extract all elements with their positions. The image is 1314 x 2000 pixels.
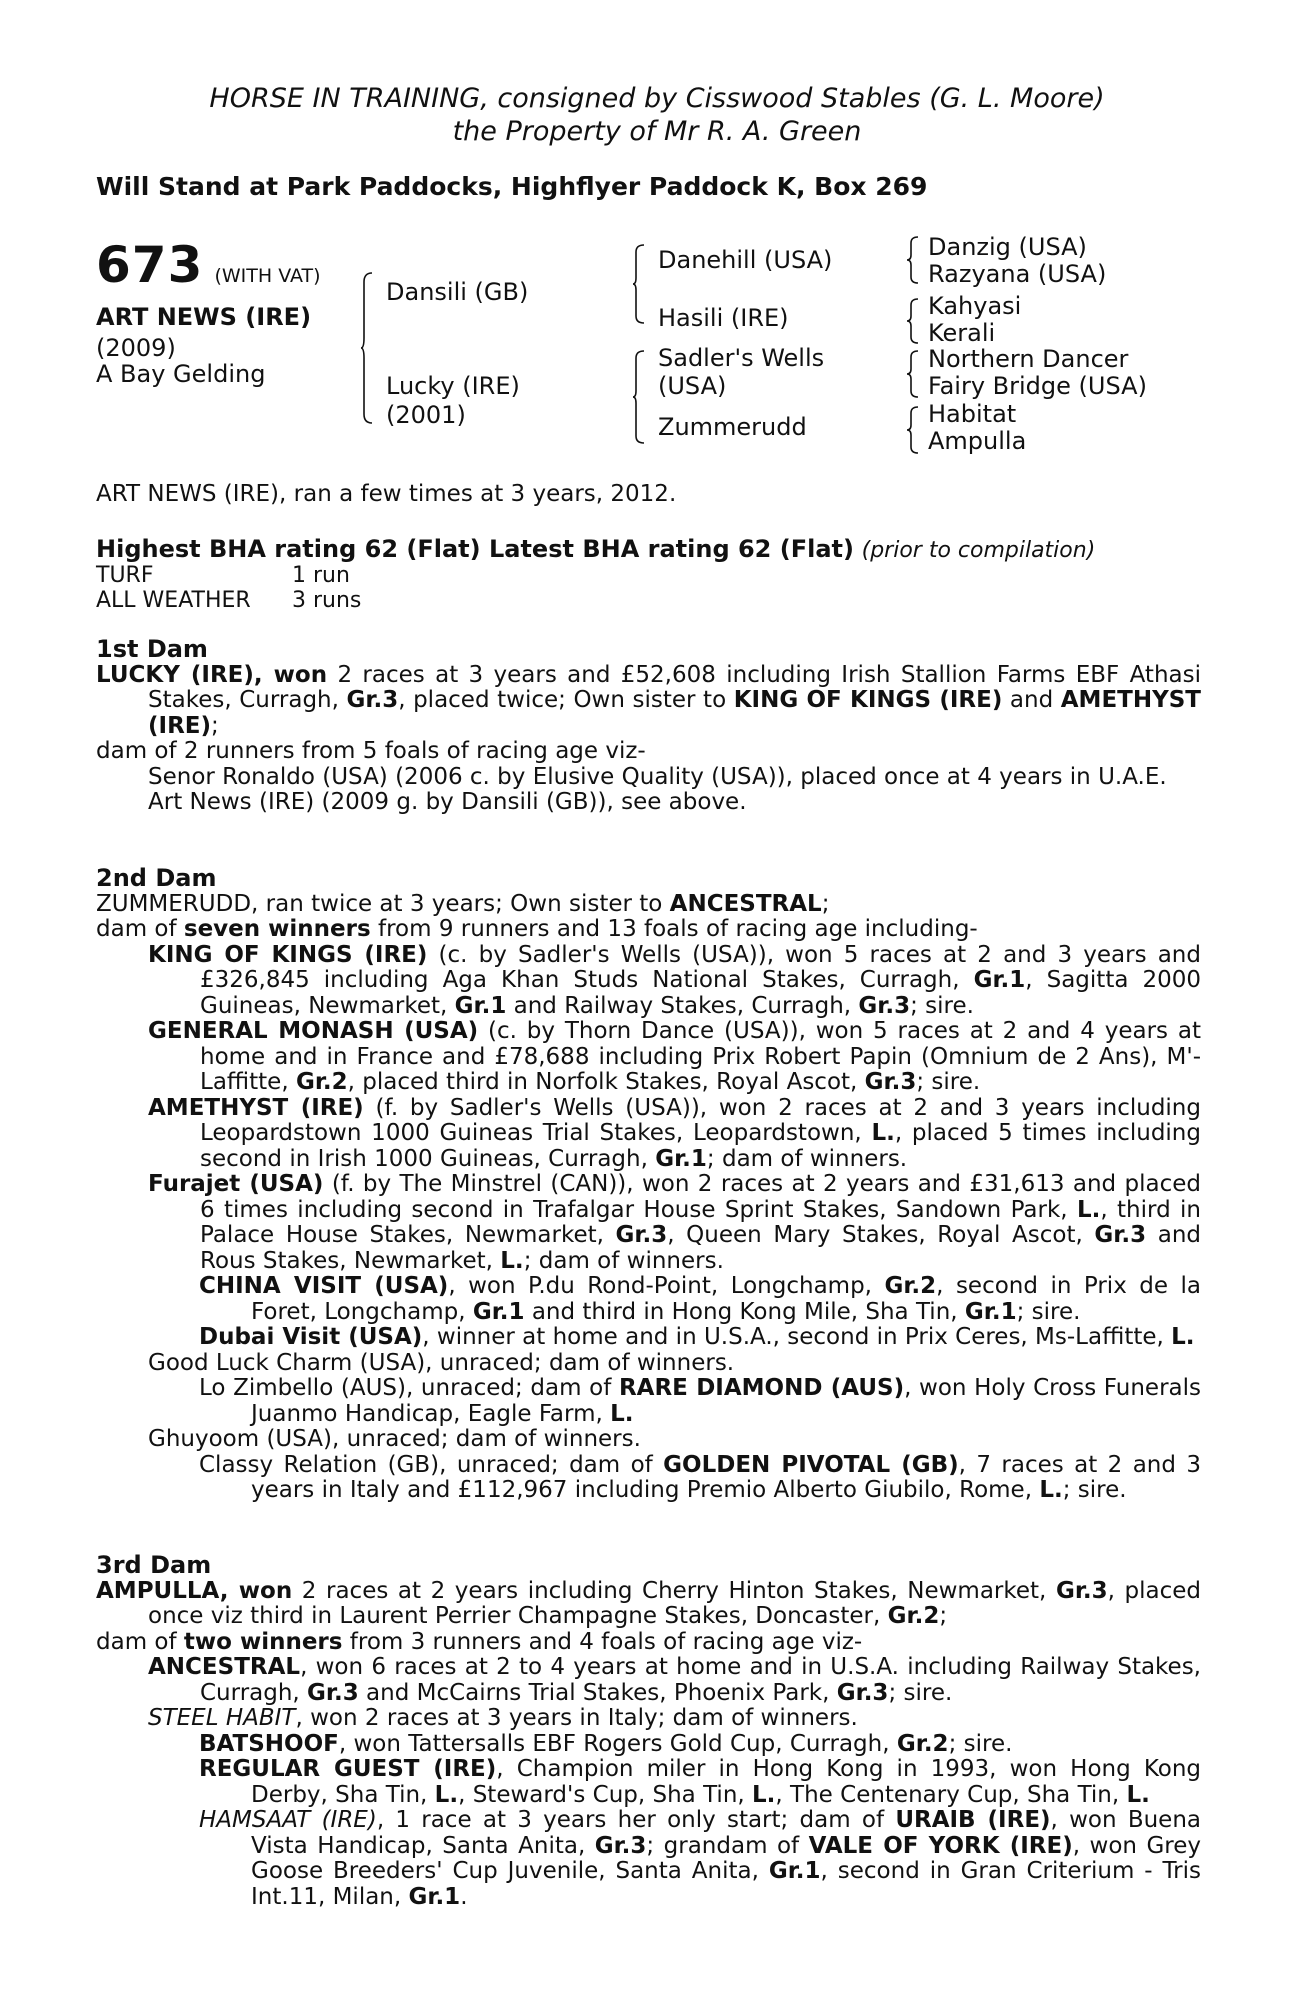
second-dam-produce-intro: dam of seven winners from 9 runners and 13 foals of racing age including- xyxy=(96,916,978,942)
horse-description: A Bay Gelding xyxy=(96,360,266,388)
bha-rating xyxy=(96,535,1095,563)
brace-sadlers-wells xyxy=(906,350,920,398)
produce-furajet: Furajet (USA) (f. by The Minstrel (CAN)), won 2 races at 2 years and £31,613 and placed 6 times including second in Trafalgar House Sprint Stakes, Sandown Park, L., third in Palace House Stakes, Newmarket, Gr.3, Queen Mary Stakes, Royal Ascot, Gr.3 and Rous Stakes, Newmarket, L.; dam of winners. xyxy=(148,1171,1201,1274)
first-dam-produce-intro: dam of 2 runners from 5 foals of racing age viz- xyxy=(96,738,646,764)
all-weather-label: ALL WEATHER xyxy=(96,588,251,613)
all-weather-value: 3 runs xyxy=(292,588,362,613)
stand-location: Will Stand at Park Paddocks, Highflyer Paddock K, Box 269 xyxy=(96,172,928,201)
pedigree-kerali: Kerali xyxy=(928,319,996,347)
pedigree-kahyasi: Kahyasi xyxy=(928,292,1022,320)
produce-amethyst: AMETHYST (IRE) (f. by Sadler's Wells (USA)), won 2 races at 2 and 3 years including Leopardstown 1000 Guineas Trial Stakes, Leopardstown, L., placed 5 times including second in Irish 1000 Guineas, Curragh, Gr.1; dam of winners. xyxy=(148,1094,1201,1172)
all-weather-row xyxy=(96,588,361,613)
lot-number-block xyxy=(96,236,321,294)
header-consignor-line: HORSE IN TRAINING, consigned by Cisswood Stables (G. L. Moore) xyxy=(209,83,1105,114)
race-record-table xyxy=(96,563,361,613)
first-dam-foal-1: Senor Ronaldo (USA) (2006 c. by Elusive Quality (USA)), placed once at 4 years in U.A.E. xyxy=(148,763,1167,790)
second-dam-heading: 2nd Dam xyxy=(96,864,217,892)
pedigree-sire: Dansili (GB) xyxy=(386,278,529,306)
brace-danehill xyxy=(906,236,920,284)
turf-row xyxy=(96,563,361,588)
second-dam-record: ZUMMERUDD, ran twice at 3 years; Own sister to ANCESTRAL; xyxy=(96,890,830,917)
pedigree-dam-sire: Sadler's Wells xyxy=(658,344,825,372)
third-dam-section xyxy=(96,1553,1201,1910)
produce-general-monash: GENERAL MONASH (USA) (c. by Thorn Dance (USA)), won 5 races at 2 and 4 years at home and in France and £78,688 including Prix Robert Papin (Omnium de 2 Ans), M'-Laffitte, Gr.2, placed third in Norfolk Stakes, Royal Ascot, Gr.3; sire. xyxy=(148,1018,1201,1095)
second-dam-section xyxy=(96,866,1201,1504)
horse-year: (2009) xyxy=(96,334,176,362)
produce-hamsaat: HAMSAAT (IRE), 1 race at 3 years her only start; dam of URAIB (IRE), won Buena Vista Handicap, Santa Anita, Gr.3; grandam of VALE OF YORK (IRE), won Grey Goose Breeders' Cup Juvenile, Santa Anita, Gr.1, second in Gran Criterium - Tris Int.11, Milan, Gr.1. xyxy=(199,1807,1201,1910)
lot-number: 673 xyxy=(96,236,204,294)
pedigree-razyana: Razyana (USA) xyxy=(928,260,1107,288)
pedigree-habitat: Habitat xyxy=(928,400,1017,428)
pedigree-dam: Lucky (IRE) xyxy=(386,372,520,400)
header-property-line: the Property of Mr R. A. Green xyxy=(452,116,862,147)
first-dam-heading: 1st Dam xyxy=(96,635,208,663)
horse-name: ART NEWS (IRE) xyxy=(96,303,312,331)
rating-text: Highest BHA rating 62 (Flat) Latest BHA rating 62 (Flat) xyxy=(96,535,854,563)
turf-value: 1 run xyxy=(292,563,350,588)
produce-china-visit: CHINA VISIT (USA), won P.du Rond-Point, Longchamp, Gr.2, second in Prix de la Foret, Longchamp, Gr.1 and third in Hong Kong Mile, Sha Tin, Gr.1; sire. xyxy=(199,1273,1202,1325)
produce-ghuyoom: Ghuyoom (USA), unraced; dam of winners. xyxy=(148,1426,641,1452)
produce-steel-habit: STEEL HABIT, won 2 races at 3 years in Italy; dam of winners. xyxy=(148,1705,858,1731)
third-dam-record: AMPULLA, won 2 races at 2 years including Cherry Hinton Stakes, Newmarket, Gr.3, placed once viz third in Laurent Perrier Champagne Stakes, Doncaster, Gr.2; xyxy=(96,1577,1201,1629)
brace-hasili xyxy=(906,298,920,344)
produce-good-luck-charm: Good Luck Charm (USA), unraced; dam of winners. xyxy=(148,1349,735,1376)
first-dam-section xyxy=(96,637,1201,816)
pedigree-dam-sire-country: (USA) xyxy=(658,372,727,400)
first-dam-foal-2: Art News (IRE) (2009 g. by Dansili (GB)), see above. xyxy=(148,789,747,815)
first-dam-record: LUCKY (IRE), won 2 races at 3 years and £52,608 including Irish Stallion Farms EBF Athasi Stakes, Curragh, Gr.3, placed twice; Own sister to KING OF KINGS (IRE) and AMETHYST (IRE); xyxy=(96,661,1201,739)
dam-parents-brace xyxy=(632,350,646,444)
brace-zummerudd xyxy=(906,406,920,454)
vat-note: (WITH VAT) xyxy=(214,265,321,287)
pedigree-danzig: Danzig (USA) xyxy=(928,233,1087,261)
produce-batshoof: BATSHOOF, won Tattersalls EBF Rogers Gold Cup, Curragh, Gr.2; sire. xyxy=(199,1730,1013,1757)
third-dam-produce-intro: dam of two winners from 3 runners and 4 foals of racing age viz- xyxy=(96,1628,863,1655)
sire-parents-brace xyxy=(632,244,646,324)
pedigree-ampulla: Ampulla xyxy=(928,427,1027,455)
produce-king-of-kings: KING OF KINGS (IRE) (c. by Sadler's Wells (USA)), won 5 races at 2 and 3 years and £326,845 including Aga Khan Studs National Stakes, Curragh, Gr.1, Sagitta 2000 Guineas, Newmarket, Gr.1 and Railway Stakes, Curragh, Gr.3; sire. xyxy=(148,941,1202,1019)
produce-lo-zimbello: Lo Zimbello (AUS), unraced; dam of RARE DIAMOND (AUS), won Holy Cross Funerals Juanmo Handicap, Eagle Farm, L. xyxy=(199,1375,1201,1427)
third-dam-heading: 3rd Dam xyxy=(96,1551,212,1579)
pedigree-dam-dam: Zummerudd xyxy=(658,413,807,441)
produce-classy-relation: Classy Relation (GB), unraced; dam of GOLDEN PIVOTAL (GB), 7 races at 2 and 3 years in Italy and £112,967 including Premio Alberto Giubilo, Rome, L.; sire. xyxy=(199,1451,1201,1503)
pedigree-fairy-bridge: Fairy Bridge (USA) xyxy=(928,372,1147,400)
pedigree-dam-year: (2001) xyxy=(386,401,466,429)
produce-dubai-visit: Dubai Visit (USA), winner at home and in U.S.A., second in Prix Ceres, Ms-Laffitte, L. xyxy=(199,1324,1195,1350)
pedigree-northern-dancer: Northern Dancer xyxy=(928,345,1129,373)
rating-note: (prior to compilation) xyxy=(861,538,1096,563)
pedigree-sire-dam: Hasili (IRE) xyxy=(658,304,789,332)
produce-ancestral: ANCESTRAL, won 6 races at 2 to 4 years at home and in U.S.A. including Railway Stakes, Curragh, Gr.3 and McCairns Trial Stakes, Phoenix Park, Gr.3; sire. xyxy=(148,1654,1201,1706)
pedigree-sire-sire: Danehill (USA) xyxy=(658,246,833,274)
produce-regular-guest: REGULAR GUEST (IRE), Champion miler in Hong Kong in 1993, won Hong Kong Derby, Sha Tin, L., Steward's Cup, Sha Tin, L., The Centenary Cup, Sha Tin, L. xyxy=(199,1756,1202,1808)
sire-dam-brace xyxy=(360,272,374,424)
turf-label: TURF xyxy=(96,563,154,588)
race-summary: ART NEWS (IRE), ran a few times at 3 years, 2012. xyxy=(96,481,677,507)
